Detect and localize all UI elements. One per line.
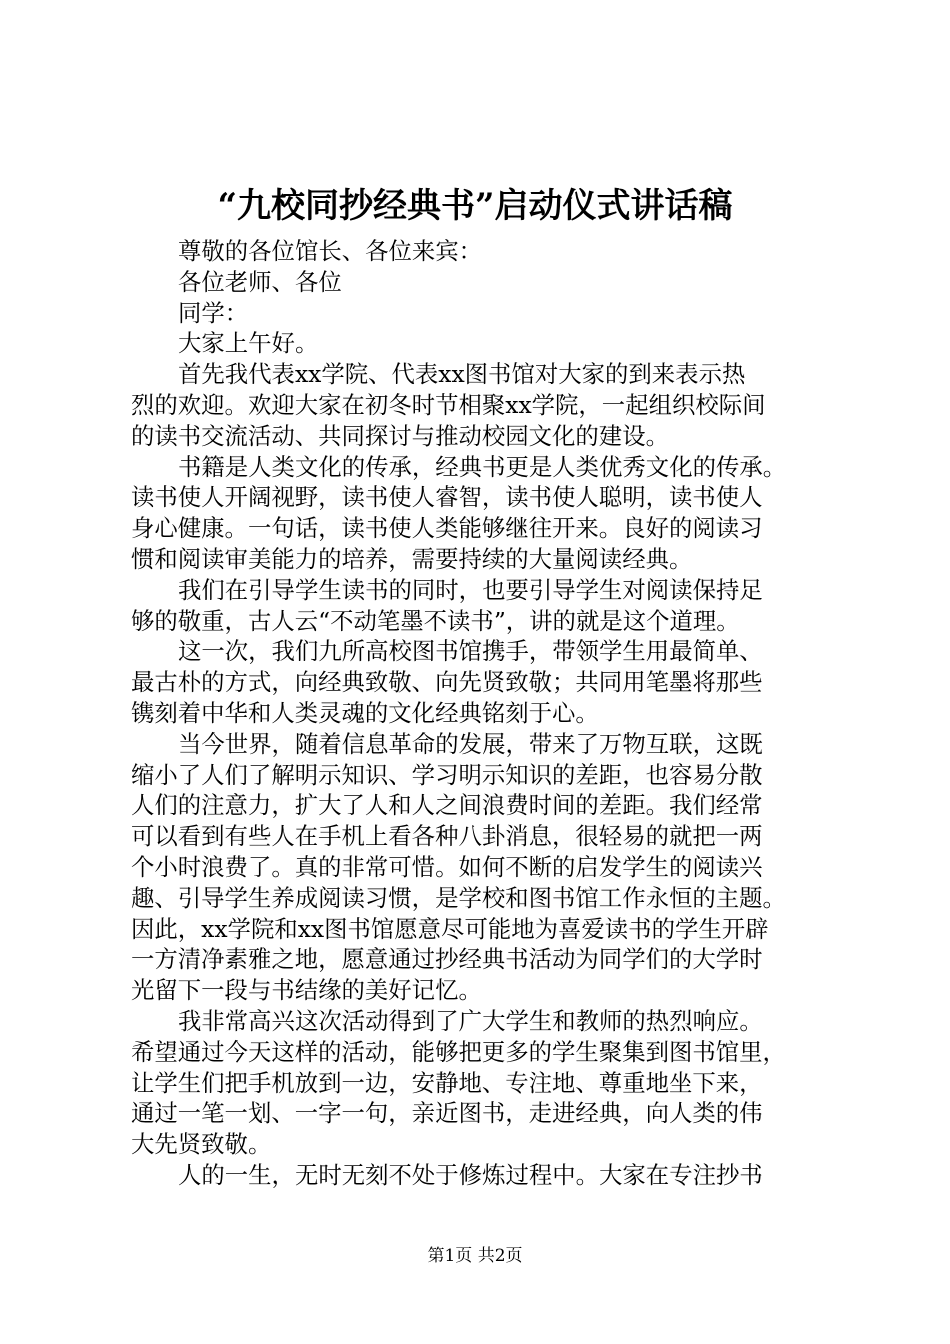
page-footer: 第1页 共2页 <box>427 1246 523 1266</box>
text-line: 人们的注意力，扩大了人和人之间浪费时间的差距。我们经常 <box>131 791 763 820</box>
text-line: 同学： <box>178 298 249 327</box>
text-line: 尊敬的各位馆长、各位来宾： <box>178 237 483 265</box>
document-body <box>131 236 833 1191</box>
text-line: 大先贤致敬。 <box>131 1130 272 1159</box>
text-line: 通过一笔一划、一字一句，亲近图书，走进经典，向人类的伟 <box>131 1099 763 1128</box>
text-line: 一方清净素雅之地，愿意通过抄经典书活动为同学们的大学时 <box>131 945 763 974</box>
text-line: 人的一生，无时无刻不处于修炼过程中。大家在专注抄书 <box>178 1160 763 1189</box>
text-line: 首先我代表xx学院、代表xx图书馆对大家的到来表示热 <box>178 360 746 389</box>
text-line: 这一次，我们九所高校图书馆携手，带领学生用最简单、 <box>178 637 763 666</box>
text-line: 希望通过今天这样的活动，能够把更多的学生聚集到图书馆里， <box>131 1037 786 1066</box>
text-line: 我非常高兴这次活动得到了广大学生和教师的热烈响应。 <box>178 1006 763 1035</box>
text-line: 光留下一段与书结缘的美好记忆。 <box>131 976 482 1005</box>
text-line: 够的敬重，古人云“不动笔墨不读书”，讲的就是这个道理。 <box>131 606 740 635</box>
text-line: 个小时浪费了。真的非常可惜。如何不断的启发学生的阅读兴 <box>131 852 763 881</box>
text-line: 读书使人开阔视野，读书使人睿智，读书使人聪明，读书使人 <box>131 483 763 512</box>
text-line: 因此，xx学院和xx图书馆愿意尽可能地为喜爱读书的学生开辟 <box>131 914 769 943</box>
text-line: 大家上午好。 <box>178 329 319 358</box>
text-line: 趣、引导学生养成阅读习惯，是学校和图书馆工作永恒的主题。 <box>131 883 786 912</box>
text-line: 缩小了人们了解明示知识、学习明示知识的差距，也容易分散 <box>131 760 763 789</box>
text-line: 各位老师、各位 <box>178 267 342 296</box>
text-line: 我们在引导学生读书的同时，也要引导学生对阅读保持足 <box>178 575 763 604</box>
text-line: 烈的欢迎。欢迎大家在初冬时节相聚xx学院，一起组织校际间 <box>131 390 766 419</box>
text-line: 可以看到有些人在手机上看各种八卦消息，很轻易的就把一两 <box>131 822 763 851</box>
text-line: 当今世界，随着信息革命的发展，带来了万物互联，这既 <box>178 729 763 758</box>
text-line: 让学生们把手机放到一边，安静地、专注地、尊重地坐下来， <box>131 1068 763 1097</box>
text-line: 镌刻着中华和人类灵魂的文化经典铭刻于心。 <box>131 698 599 727</box>
text-line: 身心健康。一句话，读书使人类能够继往开来。良好的阅读习 <box>131 514 763 543</box>
text-line: 书籍是人类文化的传承，经典书更是人类优秀文化的传承。 <box>178 452 787 481</box>
text-line: 的读书交流活动、共同探讨与推动校园文化的建设。 <box>131 421 669 450</box>
text-line: 惯和阅读审美能力的培养，需要持续的大量阅读经典。 <box>131 544 693 573</box>
text-line: 最古朴的方式，向经典致敬、向先贤致敬；共同用笔墨将那些 <box>131 668 763 697</box>
document-title: “九校同抄经典书”启动仪式讲话稿 <box>217 186 733 226</box>
